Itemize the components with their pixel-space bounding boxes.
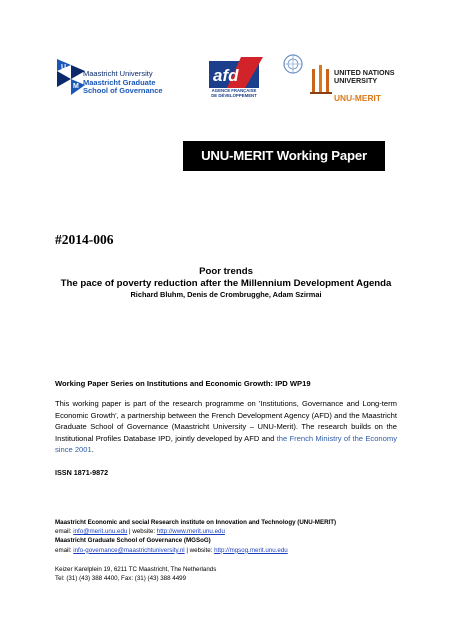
website2-label: | website: (184, 546, 215, 554)
email1-label: email: (55, 528, 74, 536)
unu-line2: UNIVERSITY (334, 76, 378, 86)
paper-title-line2: The pace of poverty reduction after the Millennium Development Agenda (60, 278, 392, 289)
unu-merit-logo (282, 53, 402, 105)
svg-text:U: U (61, 64, 67, 71)
wps-heading: Working Paper Series on Institutions and Economic Growth: IPD WP19 (55, 379, 311, 388)
unu-merit-label: UNU-MERIT (334, 93, 381, 103)
afd-logo-text (205, 88, 263, 98)
series-banner: UNU-MERIT Working Paper Series (183, 141, 385, 171)
issn: ISSN 1871-9872 (55, 468, 109, 477)
unu-line1: UNITED NATIONS (334, 68, 395, 77)
email2-label: email: (55, 546, 74, 554)
wps-body-end: . (91, 445, 94, 455)
paper-title-block (20, 266, 432, 300)
unu-logo-text (334, 69, 395, 85)
email1-link[interactable]: info@merit.unu.edu (73, 528, 128, 536)
contacts-block (55, 518, 336, 555)
address-block (55, 565, 216, 583)
contact-org1: Maastricht Economic and social Research institute on Innovation and Technology (UNU-MERIT) (55, 519, 337, 526)
um-logo-line1: Maastricht University (83, 69, 153, 78)
unu-pillars-icon (310, 65, 332, 95)
contact-line2 (55, 546, 336, 555)
afd-line1: AGENCE FRANÇAISE (211, 88, 257, 93)
website1-label: | website: (127, 528, 157, 536)
un-emblem-icon (282, 53, 304, 75)
afd-logo (205, 57, 263, 103)
address-line2: Tel: (31) (43) 388 4400, Fax: (31) (43) 388 4499 (55, 575, 187, 583)
afd-logo-mark (205, 57, 263, 88)
contact-line1 (55, 527, 336, 536)
um-logo-text (83, 70, 163, 96)
email2-link[interactable]: info-governance@maastrichtuniversity.nl (73, 546, 185, 554)
contact-org2: Maastricht Graduate School of Governance (MGSoG) (55, 537, 211, 545)
wps-body-main: This working paper is part of the research programme on 'Institutions, Governance and Long-term Economic Growth', a partnership between the French Development Agency (AFD) and the Maastricht Graduate School of Governance (Maastricht University – UNU-Merit). The research builds on the Institutional Profiles Database IPD, jointly developed by AFD and (55, 399, 397, 443)
um-logo-mark (55, 57, 85, 97)
maastricht-university-logo (55, 57, 185, 103)
svg-text:M: M (73, 83, 79, 90)
paper-title-line1: Poor trends (199, 266, 253, 277)
website2-link[interactable]: http://mgsog.merit.unu.edu (214, 546, 288, 554)
paper-number: #2014-006 (55, 232, 114, 247)
svg-text:afd: afd (213, 66, 239, 85)
um-logo-line3: School of Governance (83, 86, 163, 96)
paper-authors: Richard Bluhm, Denis de Crombrugghe, Adam Szirmai (130, 290, 322, 299)
address-line1: Keizer Karelplein 19, 6211 TC Maastricht, The Netherlands (55, 566, 217, 573)
wps-body-highlight: the French Ministry of the Economy since 2001 (55, 433, 397, 455)
wps-body (55, 398, 397, 456)
um-logo-line2: Maastricht Graduate (83, 77, 156, 87)
afd-line2: DE DÉVELOPPEMENT (211, 93, 257, 98)
website1-link[interactable]: http://www.merit.unu.edu (156, 528, 225, 536)
